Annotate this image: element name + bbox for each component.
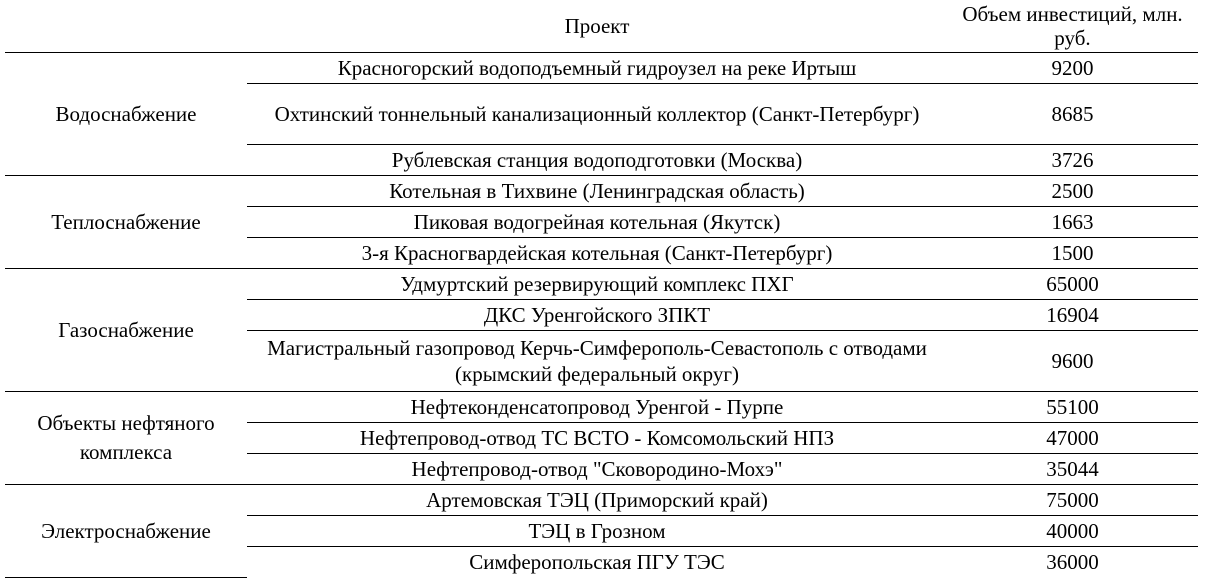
investment-value: 35044 [947,454,1198,485]
investment-value: 1500 [947,238,1198,269]
investment-table [5,0,1198,578]
investment-value: 47000 [947,423,1198,454]
header-category [5,0,247,53]
project-name: Магистральный газопровод Керчь-Симферополь-Севастополь с отводами (крымский федеральный округ) [247,331,947,392]
investment-value: 36000 [1046,550,1099,574]
investment-value: 9600 [947,331,1198,392]
project-name: Рублевская станция водоподготовки (Москва) [247,145,947,176]
category-heat-supply: Теплоснабжение [5,176,247,269]
project-name: Красногорский водоподъемный гидроузел на реке Иртыш [247,53,947,84]
investment-value: 75000 [947,485,1198,516]
investment-value: 1663 [947,207,1198,238]
table-row [5,176,1198,207]
category-power-supply: Электроснабжение [5,485,247,578]
header-project: Проект [247,0,947,53]
investment-value: 3726 [947,145,1198,176]
project-name: Удмуртский резервирующий комплекс ПХГ [247,269,947,300]
investment-value: 9200 [947,53,1198,84]
project-name: Нефтепровод-отвод ТС ВСТО - Комсомольский НПЗ [247,423,947,454]
project-name: Артемовская ТЭЦ (Приморский край) [247,485,947,516]
table-row [5,269,1198,300]
table-row [5,392,1198,423]
project-name: ДКС Уренгойского ЗПКТ [247,300,947,331]
project-name: ТЭЦ в Грозном [247,516,947,547]
header-row [5,0,1198,53]
project-name: Котельная в Тихвине (Ленинградская область) [247,176,947,207]
investment-value: 65000 [947,269,1198,300]
investment-value: 40000 [947,516,1198,547]
project-name: Охтинский тоннельный канализационный коллектор (Санкт-Петербург) [247,84,947,145]
table-row [5,485,1198,516]
table-row [5,53,1198,84]
investment-value: 55100 [947,392,1198,423]
investment-value: 16904 [947,300,1198,331]
project-name: Пиковая водогрейная котельная (Якутск) [247,207,947,238]
header-investment: Объем инвестиций, млн. руб. [947,0,1198,53]
investment-value: 8685 [947,84,1198,145]
project-name: 3-я Красногвардейская котельная (Санкт-Петербург) [247,238,947,269]
investment-value: 2500 [947,176,1198,207]
project-name: Симферопольская ПГУ ТЭС [469,550,725,574]
category-gas-supply: Газоснабжение [5,269,247,392]
category-water-supply: Водоснабжение [5,53,247,176]
category-oil-complex: Объекты нефтяного комплекса [5,392,247,485]
project-name: Нефтепровод-отвод "Сковородино-Мохэ" [247,454,947,485]
project-name: Нефтеконденсатопровод Уренгой - Пурпе [247,392,947,423]
